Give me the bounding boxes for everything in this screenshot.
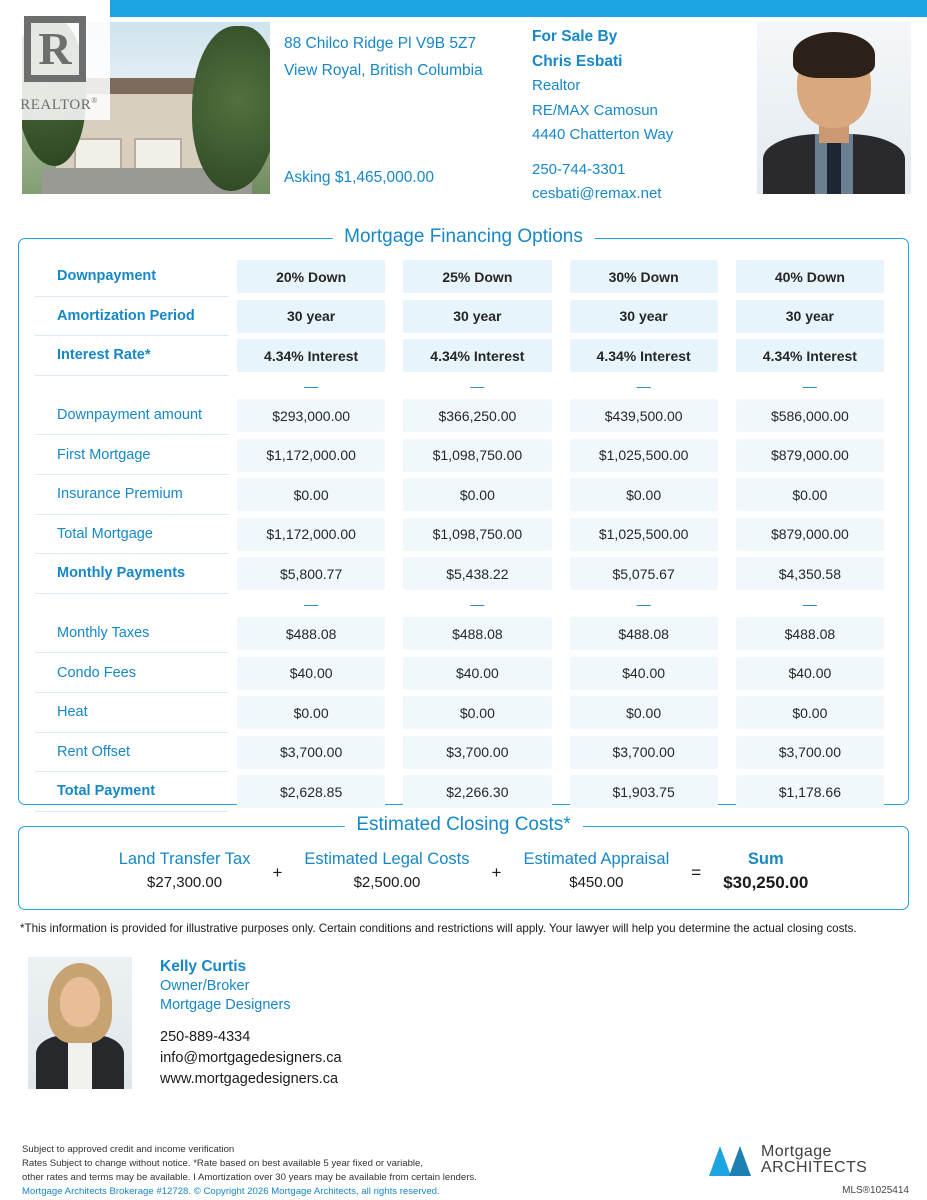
- closing-item-legal-costs: [286, 847, 487, 895]
- row-separator-dash: —: [636, 377, 651, 394]
- agent-email[interactable]: cesbati@remax.net: [532, 185, 662, 202]
- table-cell: $366,250.00: [403, 399, 551, 432]
- table-row: [35, 733, 893, 773]
- closing-label: Land Transfer Tax: [118, 850, 251, 868]
- logo-word-mortgage: Mortgage: [761, 1143, 832, 1160]
- row-label: Interest Rate*: [35, 336, 228, 376]
- realtor-logo: [8, 8, 110, 120]
- agent-photo-tie: [827, 140, 841, 194]
- table-row: [35, 515, 893, 555]
- mortgage-panel-title: Mortgage Financing Options: [332, 226, 595, 248]
- table-cell: $0.00: [237, 696, 385, 729]
- table-cell: 4.34% Interest: [570, 339, 718, 372]
- row-label: Condo Fees: [35, 653, 228, 693]
- table-cell: 30 year: [237, 300, 385, 333]
- table-row: [35, 336, 893, 376]
- row-label: Amortization Period: [35, 297, 228, 337]
- table-cell: $0.00: [403, 696, 551, 729]
- row-separator-dash: —: [470, 595, 485, 612]
- closing-value: $30,250.00: [723, 873, 809, 892]
- row-label: Downpayment amount: [35, 396, 228, 436]
- agent-phone[interactable]: 250-744-3301: [532, 160, 626, 178]
- closing-value: $2,500.00: [353, 874, 421, 891]
- table-cell: $1,178.66: [736, 775, 884, 808]
- address-line-2: View Royal, British Columbia: [284, 62, 483, 79]
- table-cell: 30% Down: [570, 260, 718, 293]
- table-row: [35, 376, 893, 396]
- row-label: Downpayment: [35, 257, 228, 297]
- table-cell: 4.34% Interest: [403, 339, 551, 372]
- agent-address: 4440 Chatterton Way: [532, 126, 674, 143]
- property-address: [284, 30, 524, 84]
- mortgage-financing-panel: [18, 226, 909, 805]
- closing-value: $450.00: [569, 874, 624, 891]
- row-separator-dash: —: [470, 377, 485, 394]
- table-cell: $488.08: [736, 617, 884, 650]
- table-cell: $1,098,750.00: [403, 439, 551, 472]
- row-label: Insurance Premium: [35, 475, 228, 515]
- table-cell: $40.00: [237, 657, 385, 690]
- closing-value: $27,300.00: [147, 874, 223, 891]
- row-separator-dash: —: [802, 595, 817, 612]
- table-cell: $2,628.85: [237, 775, 385, 808]
- row-separator-dash: —: [304, 377, 319, 394]
- table-cell: $40.00: [570, 657, 718, 690]
- mortgage-table: [35, 257, 893, 812]
- row-separator-dash: —: [802, 377, 817, 394]
- mortgage-architects-wordmark: [761, 1144, 867, 1176]
- table-cell: $0.00: [736, 696, 884, 729]
- realtor-logo-letter: R: [24, 16, 86, 82]
- footer-line-3: other rates and terms may be available. I Amortization over 30 years may be available from certain lenders.: [22, 1172, 477, 1183]
- table-row: [35, 693, 893, 733]
- closing-costs-row: [19, 841, 908, 901]
- table-row: [35, 614, 893, 654]
- closing-item-appraisal: [505, 847, 687, 895]
- table-cell: $0.00: [403, 478, 551, 511]
- closing-costs-panel: [18, 814, 909, 910]
- footer-fine-print: [22, 1143, 582, 1199]
- table-cell: $0.00: [736, 478, 884, 511]
- closing-label: Sum: [747, 850, 784, 868]
- agent-name: Chris Esbati: [532, 52, 623, 70]
- broker-photo-shirt: [68, 1039, 92, 1089]
- table-row: [35, 297, 893, 337]
- table-row: [35, 554, 893, 594]
- table-cell: $0.00: [570, 696, 718, 729]
- table-row: [35, 257, 893, 297]
- footer-line-4: Mortgage Architects Brokerage #12728. © Copyright 2026 Mortgage Architects, all rights reserved.: [22, 1186, 440, 1197]
- closing-label: Estimated Legal Costs: [304, 850, 470, 868]
- table-cell: $293,000.00: [237, 399, 385, 432]
- row-label: [35, 376, 228, 396]
- mls-number: MLS®1025414: [842, 1185, 909, 1196]
- agent-photo: [757, 22, 911, 194]
- table-cell: $439,500.00: [570, 399, 718, 432]
- broker-role: Owner/Broker: [160, 978, 250, 994]
- broker-photo: [28, 957, 132, 1089]
- table-cell: 25% Down: [403, 260, 551, 293]
- closing-item-sum: [705, 847, 826, 895]
- realtor-logo-word-text: REALTOR: [20, 97, 92, 113]
- broker-name: Kelly Curtis: [160, 958, 247, 975]
- mortgage-architects-mark-icon: [709, 1144, 753, 1176]
- table-cell: $2,266.30: [403, 775, 551, 808]
- closing-operator-equals: =: [691, 863, 702, 882]
- table-cell: $5,075.67: [570, 557, 718, 590]
- footer-line-2: Rates Subject to change without notice. *Rate based on best available 5 year fixed or variable,: [22, 1158, 424, 1169]
- listing-header: [0, 0, 927, 215]
- table-cell: 20% Down: [237, 260, 385, 293]
- table-cell: $4,350.58: [736, 557, 884, 590]
- realtor-logo-word: [10, 96, 108, 114]
- closing-panel-title: Estimated Closing Costs*: [344, 814, 582, 836]
- table-row: [35, 772, 893, 812]
- row-label: First Mortgage: [35, 435, 228, 475]
- broker-company: Mortgage Designers: [160, 997, 291, 1013]
- table-cell: $879,000.00: [736, 518, 884, 551]
- table-row: [35, 653, 893, 693]
- table-cell: 4.34% Interest: [736, 339, 884, 372]
- asking-price: Asking $1,465,000.00: [284, 169, 434, 186]
- table-cell: $1,025,500.00: [570, 518, 718, 551]
- photo-tree-right: [192, 26, 270, 191]
- broker-website[interactable]: www.mortgagedesigners.ca: [160, 1071, 339, 1087]
- agent-brokerage: RE/MAX Camosun: [532, 101, 658, 119]
- table-cell: $3,700.00: [736, 736, 884, 769]
- row-separator-dash: —: [636, 595, 651, 612]
- row-label: Heat: [35, 693, 228, 733]
- mortgage-architects-logo: [709, 1138, 909, 1182]
- table-cell: $879,000.00: [736, 439, 884, 472]
- agent-title: Realtor: [532, 77, 581, 94]
- table-cell: $3,700.00: [403, 736, 551, 769]
- row-label: Rent Offset: [35, 733, 228, 773]
- table-cell: $488.08: [570, 617, 718, 650]
- realtor-logo-trademark: ®: [91, 96, 98, 105]
- logo-triangle-left: [709, 1146, 731, 1176]
- table-cell: $1,098,750.00: [403, 518, 551, 551]
- table-cell: $40.00: [403, 657, 551, 690]
- table-row: [35, 594, 893, 614]
- table-cell: $1,025,500.00: [570, 439, 718, 472]
- agent-info: [532, 25, 762, 207]
- table-cell: $1,172,000.00: [237, 518, 385, 551]
- table-cell: 30 year: [570, 300, 718, 333]
- closing-operator-plus-1: +: [272, 863, 283, 882]
- footer-line-1: Subject to approved credit and income verification: [22, 1144, 235, 1155]
- logo-triangle-right: [729, 1146, 751, 1176]
- closing-disclaimer: *This information is provided for illustrative purposes only. Certain conditions and restrictions will apply. Your lawyer will help you determine the actual closing costs.: [20, 922, 857, 935]
- table-row: [35, 475, 893, 515]
- closing-label: Estimated Appraisal: [523, 850, 670, 868]
- table-cell: $586,000.00: [736, 399, 884, 432]
- table-cell: $5,438.22: [403, 557, 551, 590]
- table-cell: $0.00: [237, 478, 385, 511]
- table-cell: $3,700.00: [570, 736, 718, 769]
- table-cell: $5,800.77: [237, 557, 385, 590]
- row-label: Total Payment: [35, 772, 228, 812]
- table-cell: $3,700.00: [237, 736, 385, 769]
- table-cell: $40.00: [736, 657, 884, 690]
- closing-item-land-transfer-tax: [101, 847, 269, 895]
- row-label: Monthly Payments: [35, 554, 228, 594]
- table-cell: 30 year: [736, 300, 884, 333]
- broker-info: [160, 957, 580, 1090]
- closing-operator-plus-2: +: [491, 863, 502, 882]
- table-cell: $0.00: [570, 478, 718, 511]
- table-cell: $488.08: [237, 617, 385, 650]
- table-cell: 4.34% Interest: [237, 339, 385, 372]
- table-row: [35, 435, 893, 475]
- broker-photo-face: [60, 977, 100, 1027]
- logo-word-architects: ARCHITECTS: [761, 1159, 868, 1176]
- table-row: [35, 396, 893, 436]
- table-cell: $488.08: [403, 617, 551, 650]
- table-cell: $1,903.75: [570, 775, 718, 808]
- table-cell: 40% Down: [736, 260, 884, 293]
- row-separator-dash: —: [304, 595, 319, 612]
- broker-phone[interactable]: 250-889-4334: [160, 1029, 251, 1045]
- table-cell: 30 year: [403, 300, 551, 333]
- row-label: Total Mortgage: [35, 515, 228, 555]
- table-cell: $1,172,000.00: [237, 439, 385, 472]
- row-label: Monthly Taxes: [35, 614, 228, 654]
- broker-email[interactable]: info@mortgagedesigners.ca: [160, 1050, 342, 1066]
- agent-photo-hair: [793, 32, 875, 78]
- row-label: [35, 594, 228, 614]
- address-line-1: 88 Chilco Ridge Pl V9B 5Z7: [284, 35, 477, 52]
- for-sale-by-label: For Sale By: [532, 28, 618, 45]
